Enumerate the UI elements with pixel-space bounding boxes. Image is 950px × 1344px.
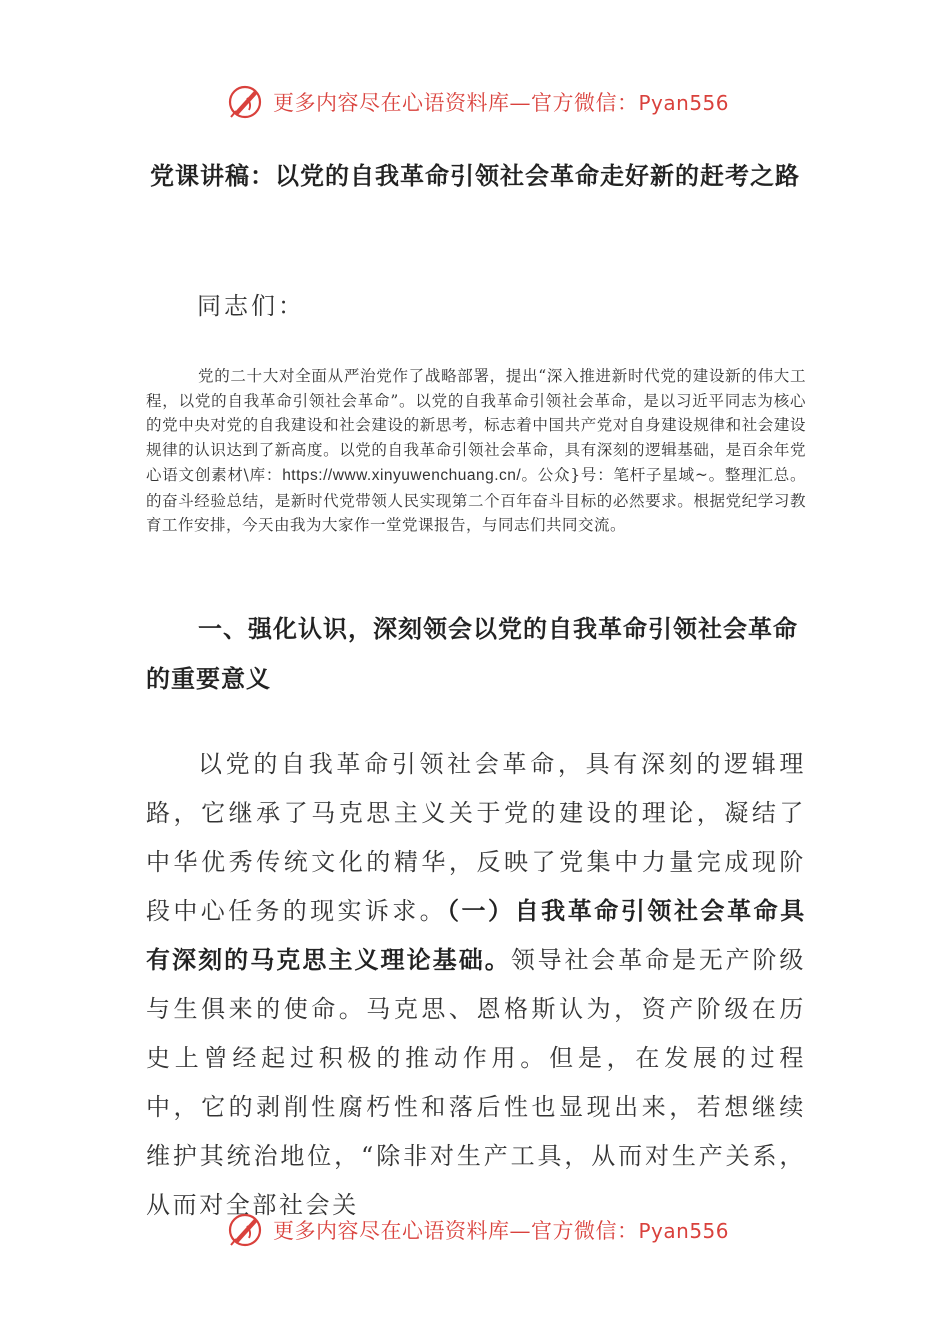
abstract-paragraph xyxy=(146,364,806,538)
quill-pen-icon xyxy=(225,82,265,122)
section-heading-1: 一、强化认识，深刻领会以党的自我革命引领社会革命的重要意义 xyxy=(146,615,798,693)
document-title: 党课讲稿：以党的自我革命引领社会革命走好新的赶考之路 xyxy=(150,162,800,190)
banner-main: 更多内容尽在心语资料库—官方微信： xyxy=(273,1219,639,1243)
abstract-part-2: 。公众}号：笔杆子星域~。整理汇总。的奋斗经验总结，是新时代党带领人民实现第二个百年奋斗目标的必然要求。根据党纪学习教育工作安排，今天由我为大家作一堂党课报告，与同志们共同交流。 xyxy=(146,465,806,535)
abstract-url: https://www.xinyuwenchuang.cn/ xyxy=(282,466,522,484)
banner-text xyxy=(273,87,729,117)
body-paragraph-1 xyxy=(146,740,806,1230)
banner-text xyxy=(273,1215,729,1245)
banner-main: 更多内容尽在心语资料库—官方微信： xyxy=(273,91,639,115)
footer-watermark-banner xyxy=(225,1208,745,1252)
banner-wechat-id: Pyan556 xyxy=(638,91,730,115)
header-watermark-banner xyxy=(225,80,745,124)
banner-wechat-id: Pyan556 xyxy=(638,1219,730,1243)
quill-pen-icon xyxy=(225,1210,265,1250)
body-bold-subheading: （一）自我革命引领社会革命具有深刻的马克思主义理论基础。 xyxy=(146,897,806,974)
abstract-part-1: 党的二十大对全面从严治党作了战略部署，提出“深入推进新时代党的建设新的伟大工程，以党的自我革命引领社会革命”。以党的自我革命引领社会革命，是以习近平同志为核心的党中央对党的自我建设和社会建设的新思考，标志着中国共产党对自身建设规律和社会建设规律的认识达到了新高度。以党的自我革命引领社会革命，具有深刻的逻辑基础，是百余年党心语文创素材\库： xyxy=(146,367,806,484)
body-text-1: 以党的自我革命引领社会革命，具有深刻的逻辑理路，它继承了马克思主义关于党的建设的理论，凝结了中华优秀传统文化的精华，反映了党集中力量完成现阶段中心任务的现实诉求。 xyxy=(146,750,806,925)
greeting: 同志们： xyxy=(197,292,305,320)
body-text-2: 领导社会革命是无产阶级与生俱来的使命。马克思、恩格斯认为，资产阶级在历史上曾经起过积极的推动作用。但是，在发展的过程中，它的剥削性腐朽性和落后性也显现出来，若想继续维护其统治地位，“除非对生产工具，从而对生产关系，从而对全部社会关 xyxy=(146,946,806,1219)
